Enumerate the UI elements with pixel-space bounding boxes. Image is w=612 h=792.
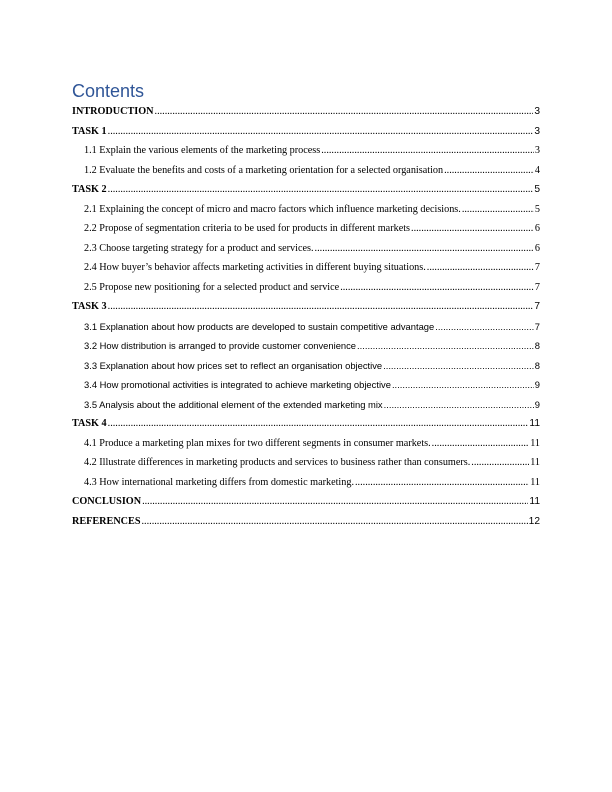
toc-subsection-link[interactable] xyxy=(72,161,540,181)
toc-dot-leader xyxy=(142,512,528,532)
toc-entry-label: 4.2 Illustrate differences in marketing products and services to business rather than consumers. xyxy=(84,457,471,468)
toc-section-link[interactable] xyxy=(72,492,540,512)
toc-section-link[interactable] xyxy=(72,102,540,122)
toc-dot-leader xyxy=(355,473,529,493)
toc-heading: Contents xyxy=(72,81,145,101)
toc-dot-leader xyxy=(392,375,534,395)
toc-page-number: 3 xyxy=(534,106,540,117)
toc-page-number: 11 xyxy=(529,418,540,429)
toc-section-link[interactable] xyxy=(72,122,540,142)
toc-subsection-link[interactable] xyxy=(72,336,540,356)
toc-subsection-link[interactable] xyxy=(72,278,540,298)
toc-page-number: 12 xyxy=(528,515,540,527)
toc-page-number: 9 xyxy=(534,398,540,410)
toc-dot-leader xyxy=(321,141,534,161)
toc-dot-leader xyxy=(435,317,534,337)
toc-entry-label: 2.2 Propose of segmentation criteria to be used for products in different markets xyxy=(84,223,411,234)
toc-dot-leader xyxy=(462,200,534,220)
toc-dot-leader xyxy=(108,297,534,317)
toc-dot-leader xyxy=(383,356,534,376)
toc-dot-leader xyxy=(142,492,528,512)
toc-subsection-link[interactable] xyxy=(72,375,540,395)
toc-entry-label: TASK 3 xyxy=(72,301,107,312)
toc-dot-leader xyxy=(108,180,534,200)
toc-dot-leader xyxy=(427,258,534,278)
toc-subsection-link[interactable] xyxy=(72,239,540,259)
toc-page-number: 3 xyxy=(534,125,540,137)
toc-entry-label: TASK 1 xyxy=(72,125,107,137)
toc-page-number: 11 xyxy=(530,437,540,449)
toc-page-number: 3 xyxy=(534,145,540,156)
toc-page-number: 5 xyxy=(534,184,540,195)
toc-page-number: 6 xyxy=(534,242,540,254)
toc-section-link[interactable] xyxy=(72,297,540,317)
toc-subsection-link[interactable] xyxy=(72,434,540,454)
toc-entry-label: 2.5 Propose new positioning for a selected product and service xyxy=(84,281,340,293)
toc-page-number: 7 xyxy=(534,262,540,273)
toc-entry-label: 4.1 Produce a marketing plan mixes for two different segments in consumer markets. xyxy=(84,437,431,449)
toc-entry-label: REFERENCES xyxy=(72,515,141,527)
toc-dot-leader xyxy=(444,161,534,181)
toc-subsection-link[interactable] xyxy=(72,453,540,473)
toc-subsection-link[interactable] xyxy=(72,395,540,415)
toc-page-number: 5 xyxy=(534,203,540,215)
toc-entry-label: TASK 2 xyxy=(72,184,107,195)
toc-subsection-link[interactable] xyxy=(72,473,540,493)
toc-subsection-link[interactable] xyxy=(72,258,540,278)
toc-page-number: 11 xyxy=(529,496,540,507)
toc-page-number: 8 xyxy=(534,340,540,351)
toc-entry-label: 3.5 Analysis about the additional element of the extended marketing mix xyxy=(84,398,383,410)
toc-subsection-link[interactable] xyxy=(72,141,540,161)
toc-subsection-link[interactable] xyxy=(72,317,540,337)
toc-page-number: 9 xyxy=(534,379,540,390)
toc-subsection-link[interactable] xyxy=(72,356,540,376)
toc-entry-label: 2.4 How buyer’s behavior affects marketing activities in different buying situations. xyxy=(84,262,426,273)
toc-dot-leader xyxy=(432,434,530,454)
toc-dot-leader xyxy=(357,336,534,356)
toc-page-number: 7 xyxy=(534,281,540,293)
toc-section-link[interactable] xyxy=(72,512,540,532)
toc-entry-label: 2.3 Choose targeting strategy for a product and services. xyxy=(84,242,314,254)
toc-dot-leader xyxy=(108,122,534,142)
toc-page-number: 7 xyxy=(534,320,540,332)
toc-page-number: 11 xyxy=(530,476,540,488)
toc-page-number: 7 xyxy=(534,301,540,312)
toc-dot-leader xyxy=(340,278,534,298)
toc-section-link[interactable] xyxy=(72,414,540,434)
toc-entry-label: 3.2 How distribution is arranged to provide customer convenience xyxy=(84,340,357,351)
toc-subsection-link[interactable] xyxy=(72,219,540,239)
toc-section-link[interactable] xyxy=(72,180,540,200)
toc-entry-label: 1.1 Explain the various elements of the marketing process xyxy=(84,145,321,156)
toc-page-number: 4 xyxy=(534,164,540,176)
toc-entry-label: 3.4 How promotional activities is integrated to achieve marketing objective xyxy=(84,379,391,390)
toc-page-number: 8 xyxy=(534,359,540,371)
toc-entry-label: 1.2 Evaluate the benefits and costs of a marketing orientation for a selected organisation xyxy=(84,164,444,176)
toc-entry-label: TASK 4 xyxy=(72,418,107,429)
toc-dot-leader xyxy=(471,453,529,473)
toc-entry-label: 4.3 How international marketing differs from domestic marketing. xyxy=(84,476,354,488)
toc-subsection-link[interactable] xyxy=(72,200,540,220)
toc-dot-leader xyxy=(315,239,534,259)
toc-page-number: 6 xyxy=(534,223,540,234)
toc-entry-label: INTRODUCTION xyxy=(72,106,154,117)
toc-dot-leader xyxy=(108,414,529,434)
toc-entry-label: CONCLUSION xyxy=(72,496,142,507)
toc-entry-label: 3.3 Explanation about how prices set to reflect an organisation objective xyxy=(84,359,383,371)
toc-entry-label: 2.1 Explaining the concept of micro and macro factors which influence marketing decisions. xyxy=(84,203,461,215)
toc-page-number: 11 xyxy=(530,457,540,468)
toc-dot-leader xyxy=(155,102,534,122)
toc-dot-leader xyxy=(384,395,534,415)
table-of-contents xyxy=(72,102,540,531)
toc-entry-label: 3.1 Explanation about how products are developed to sustain competitive advantage xyxy=(84,320,435,332)
toc-dot-leader xyxy=(411,219,534,239)
